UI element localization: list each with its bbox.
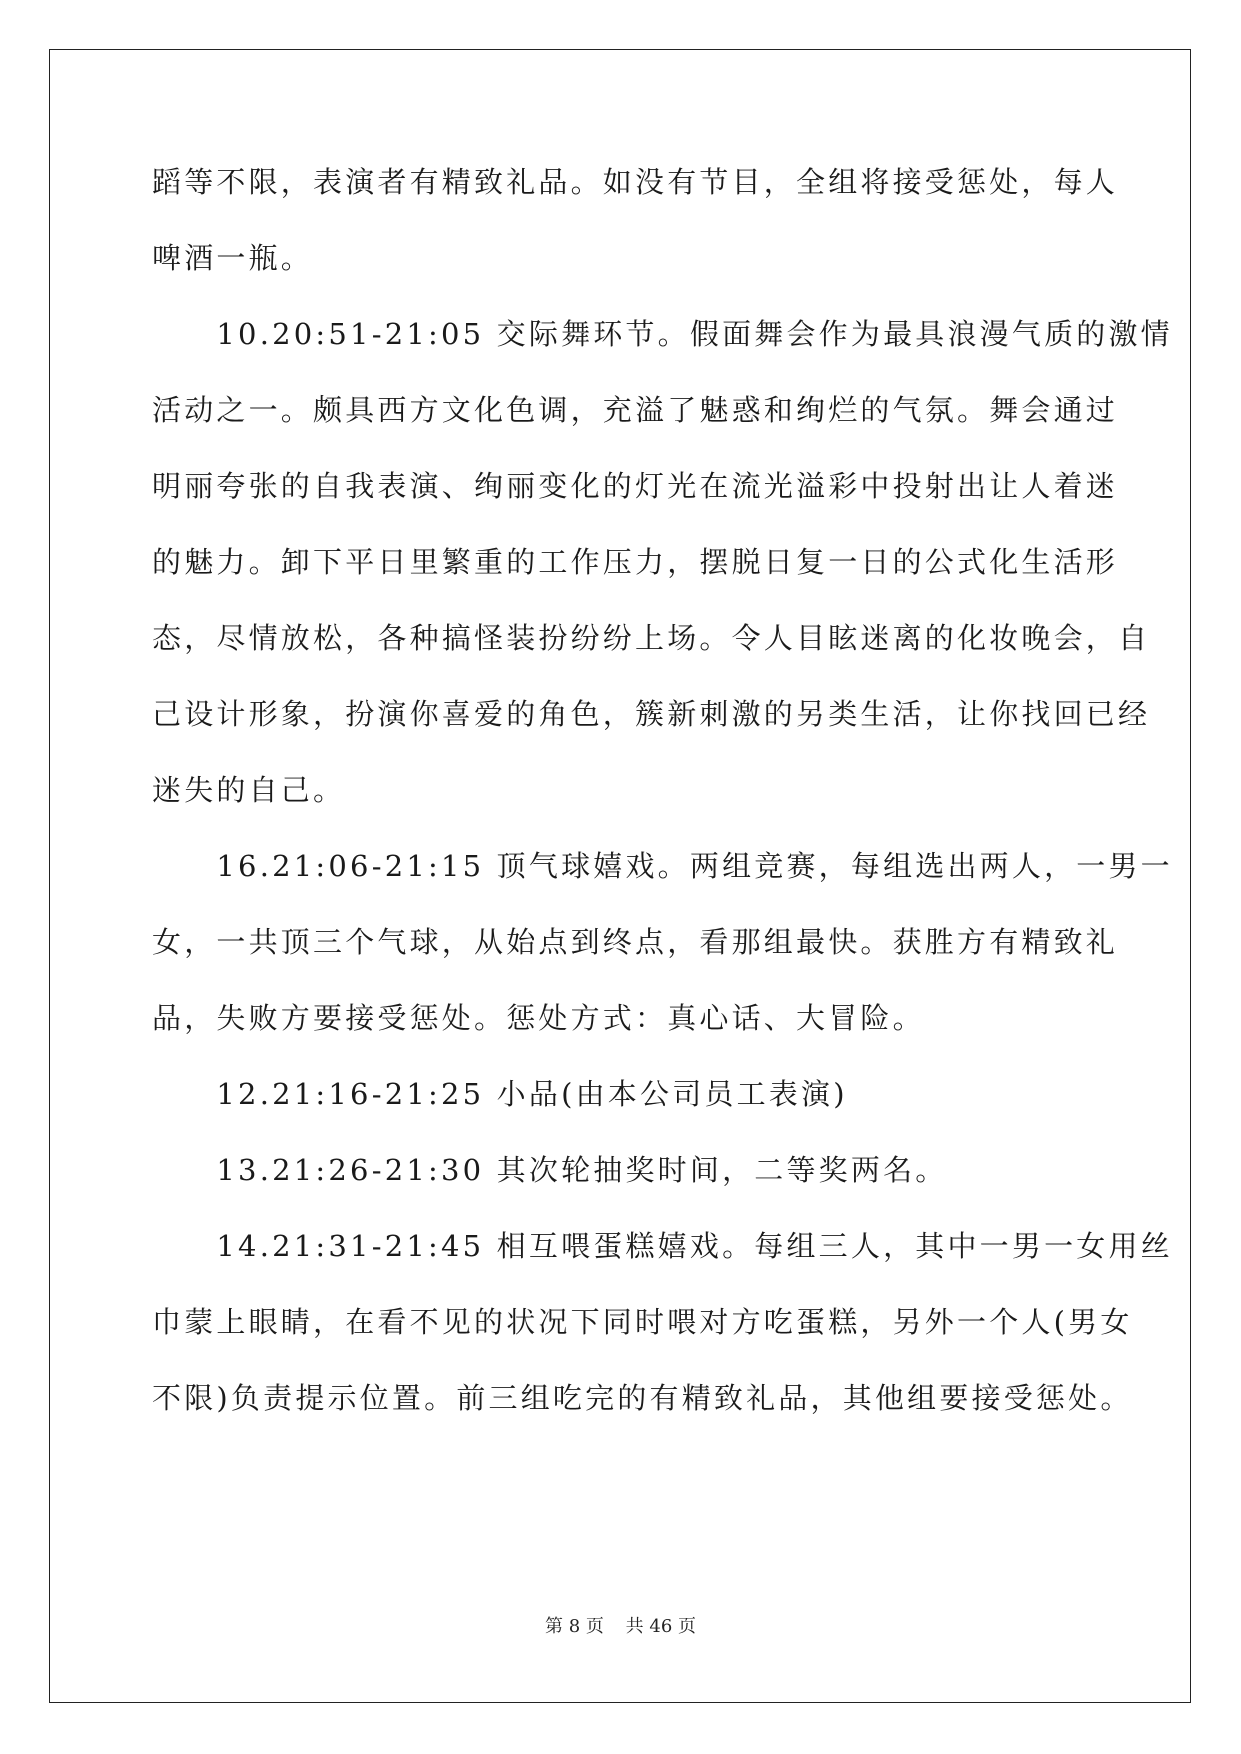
text-line: 啤酒一瓶。 [152, 241, 314, 275]
text-line: 活动之一。颇具西方文化色调，充溢了魅惑和绚烂的气氛。舞会通过 [152, 393, 1119, 427]
text-line: 己设计形象，扮演你喜爱的角色，簇新刺激的另类生活，让你找回已经 [152, 697, 1151, 731]
text-line: 13.21:26-21:30 其次轮抽奖时间，二等奖两名。 [152, 1153, 948, 1187]
text-line: 10.20:51-21:05 交际舞环节。假面舞会作为最具浪漫气质的激情 [152, 317, 1173, 351]
text-line: 的魅力。卸下平日里繁重的工作压力，摆脱日复一日的公式化生活形 [152, 545, 1119, 579]
text-line: 迷失的自己。 [152, 773, 346, 807]
text-line: 巾蒙上眼睛，在看不见的状况下同时喂对方吃蛋糕，另外一个人(男女 [152, 1305, 1133, 1339]
text-line: 女，一共顶三个气球，从始点到终点，看那组最快。获胜方有精致礼 [152, 925, 1119, 959]
text-line: 明丽夸张的自我表演、绚丽变化的灯光在流光溢彩中投射出让人着迷 [152, 469, 1119, 503]
text-line: 不限)负责提示位置。前三组吃完的有精致礼品，其他组要接受惩处。 [152, 1381, 1133, 1415]
page-total: 共 46 页 [625, 1616, 696, 1637]
text-line: 16.21:06-21:15 顶气球嬉戏。两组竞赛，每组选出两人，一男一 [152, 849, 1173, 883]
text-line: 14.21:31-21:45 相互喂蛋糕嬉戏。每组三人，其中一男一女用丝 [152, 1229, 1173, 1263]
text-line: 态，尽情放松，各种搞怪装扮纷纷上场。令人目眩迷离的化妆晚会，自 [152, 621, 1151, 655]
text-line: 蹈等不限，表演者有精致礼品。如没有节目，全组将接受惩处，每人 [152, 165, 1119, 199]
text-line: 12.21:16-21:25 小品(由本公司员工表演) [152, 1077, 848, 1111]
page-number: 第 8 页 [545, 1616, 604, 1637]
page-footer [0, 1612, 1241, 1638]
text-line: 品，失败方要接受惩处。惩处方式：真心话、大冒险。 [152, 1001, 925, 1035]
